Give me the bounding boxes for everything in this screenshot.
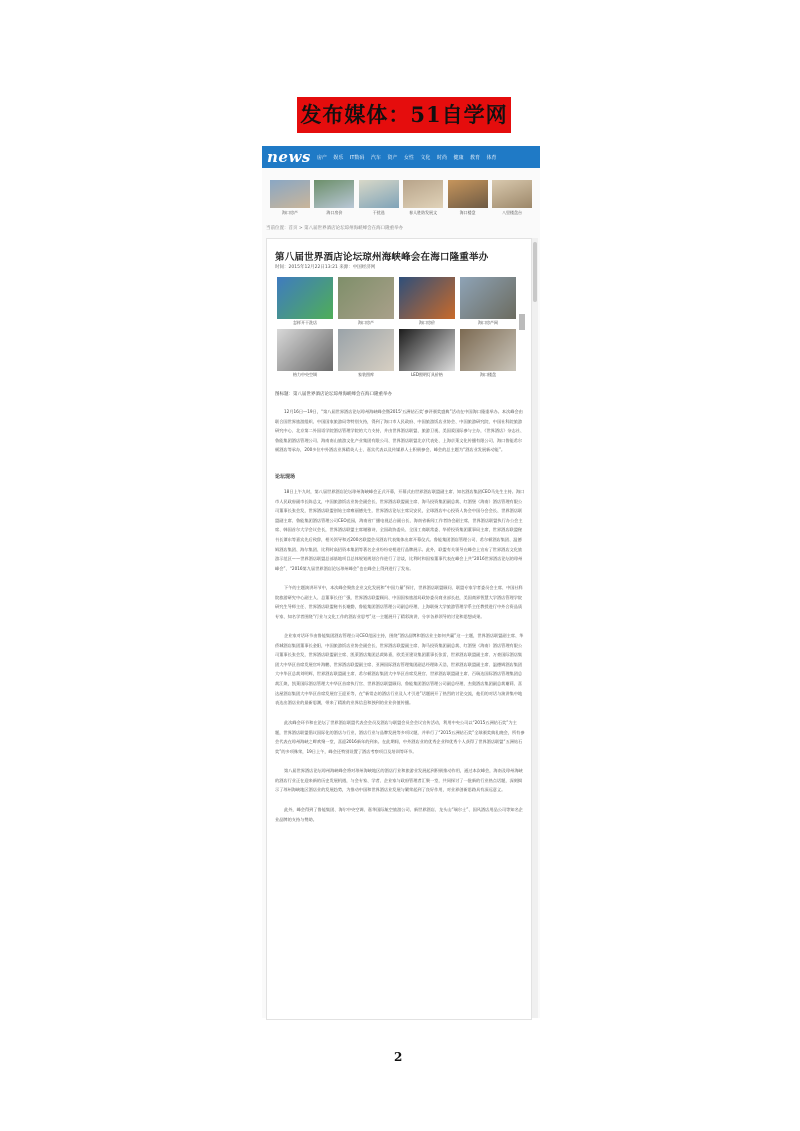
thumbnail-item[interactable] bbox=[403, 180, 443, 220]
article-paragraph: 下午的主题演讲环节中，本次峰会聚焦企业文化发展和“中国力量”探讨，世界酒店联盟顾问、联盟专家学者委员会主席、中国社科院旅游研究中心副主人、总董事长任广强，世界酒店联盟顾问、中国国家旅游局政协委员商业部长赵，美国商界智慧大学酒店管理学院研究生导师主任、世界酒店联盟秘书长谢勤，鲁能集团酒店管理公司副总经理、上海联扬大学旅游管理学系主任教授进行中外合资品质专家、知名学者围绕“行业与文化工作的酒店业思考”这一主题展开了精彩演讲，分享各界领导的讨论和思想成果。 bbox=[275, 585, 523, 619]
photo-label: 家装图库 bbox=[358, 372, 374, 377]
photo-image[interactable] bbox=[460, 277, 516, 319]
webpage-screenshot bbox=[262, 146, 540, 1018]
photo-label: 海口房产网 bbox=[478, 320, 498, 325]
photo-label: LED照明灯具价格 bbox=[411, 372, 443, 377]
photo-item[interactable] bbox=[338, 329, 394, 378]
thumbnail-label: 八里楼盘台 bbox=[501, 210, 522, 215]
article-paragraph: 第八届世界酒店论坛琼州海峡峰会将对琼州海峡地区的酒店行业和旅游业发展起到积极推动作用，通过本次峰会，海南及琼州海峡的酒店行业正在迎来新的历史发展机遇，与会专家、学者、企业家与政府管理者汇聚一堂，共同探讨了一批新的行业热点话题，深刻揭示了琼州海峡地区酒店业的发展趋势，为推动中国和世界酒店业发展与繁荣起到了良好作用，对业界创新思路具有深远意义。 bbox=[275, 768, 523, 793]
nav-item[interactable]: 资产 bbox=[387, 154, 398, 161]
page-number: 2 bbox=[394, 1050, 403, 1064]
thumbnail-image[interactable] bbox=[448, 180, 488, 208]
article-paragraph: 此外，峰会得到了鲁能集团、海尔中央空调、嘉华国际航空旅游公司、新世界酒店、龙头山“瑞尔士”、国风酒店用品公司等知名企业品牌的支持与赞助。 bbox=[275, 807, 523, 822]
article-container bbox=[266, 238, 532, 1020]
thumbnail-label: 海口房产 bbox=[282, 210, 298, 215]
site-logo[interactable]: news bbox=[267, 148, 311, 166]
thumbnail-label: 海口房价 bbox=[326, 210, 343, 215]
thumbnail-label: 春人胜防发展文 bbox=[409, 210, 438, 215]
nav-item[interactable]: 体育 bbox=[486, 154, 497, 161]
photo-item[interactable] bbox=[399, 329, 455, 378]
photo-label: 海口房价 bbox=[419, 320, 435, 325]
article-paragraph: 企业家对话环节由鲁能集团酒店管理公司CEO范园主持，围绕“酒店品牌和酒店业主如何共赢”这一主题，世界酒店联盟副主席、华侨城酒店集团董事长金阳，中国旅游饭店业协会副会长、世界酒店联盟副主席、海马投资集团副总裁、红酒堡（海南）酒店管理有限公司董事长张会发，世界酒店联盟副主席、凯莱酒店集团总裁陈嘉，欧美亚建设集团董事长张雷，世界酒店联盟副主席、万豪国际酒店集团大中华区首席发展官叶海鹏，世界酒店联盟副主席、亚洲国际酒店管理集团副总经理陈天浩，世界酒店联盟副主席、温德姆酒店集团大中华区总裁刘明辉，世界酒店联盟副主席、希尔顿酒店集团大中华区首席发展官、世界酒店联盟副主席、百瑞达国际酒店管理集团总裁江焕，凯莱国际酒店管理大中华区首席执行官、世界酒店联盟顾问、鲁能集团酒店管理公司副总经理、杰奥酒店集团副总裁谢莉、喜达屋酒店集团大中华区首席发展官王迎亚等，在“新常态的酒店行业及人才引进”话题展开了热烈的讨论交流，他们的对话与演讲集中地表达出酒店业的最新思潮，带来了精准的业界信息和独到的业业价值传播。 bbox=[275, 633, 524, 706]
thumbnail-label: 海口楼盘 bbox=[459, 210, 476, 215]
nav-item[interactable]: 教育 bbox=[469, 154, 480, 161]
section-heading: 论坛现场 bbox=[275, 474, 296, 480]
photo-item[interactable] bbox=[460, 329, 516, 378]
scrollbar-thumb[interactable] bbox=[533, 242, 537, 302]
article-title: 第八届世界酒店论坛琼州海峡峰会在海口隆重举办 bbox=[275, 252, 489, 263]
photo-image[interactable] bbox=[399, 277, 455, 319]
scrollbar[interactable] bbox=[532, 238, 538, 1018]
photo-image[interactable] bbox=[277, 329, 333, 371]
article-paragraph: 此次峰会环节和在论坛了世界酒店联盟代表会会员及酒店与联盟会员会会议宣传活动，利用中央公司以“2015五洲钻石奖”为主题，世界酒店联盟倡议国际化的酒店与行业，酒店行业与品牌发展等多项议题，并举行了“2015五洲钻石奖”全球颁奖典礼晚会，所有参会代表在琼州海峡之畔欢聚一堂，喜迎2016新年的到来。在此期间，中外酒店业的优秀企业和优秀个人获得了世界酒店联盟“五洲钻石奖”的多项殊荣，19日上午，峰会还特别设置了酒店考察项目及培训等环节。 bbox=[275, 720, 525, 754]
nav-item[interactable]: 女性 bbox=[403, 154, 414, 161]
photo-image[interactable] bbox=[460, 329, 516, 371]
photo-label: 格力中央空调 bbox=[293, 372, 317, 377]
photo-item[interactable] bbox=[399, 277, 455, 326]
photo-next-button[interactable] bbox=[519, 314, 525, 330]
nav-item[interactable]: 娱乐 bbox=[333, 154, 344, 161]
nav-item[interactable]: 房产 bbox=[316, 154, 327, 161]
publisher-banner: 发布媒体：51自学网 bbox=[297, 97, 511, 133]
thumbnail-image[interactable] bbox=[492, 180, 532, 208]
breadcrumb: 当前位置：首页 > 第八届世界酒店论坛琼州海峡峰会在海口隆重举办 bbox=[266, 226, 404, 231]
nav-item[interactable]: 健康 bbox=[453, 154, 464, 161]
thumbnail-item[interactable] bbox=[492, 180, 532, 220]
photo-label: 海口楼盘 bbox=[480, 372, 496, 377]
photo-caption: 图标题：第八届世界酒店论坛琼州海峡峰会在海口隆重举办 bbox=[275, 392, 392, 397]
thumbnail-image[interactable] bbox=[359, 180, 399, 208]
photo-item[interactable] bbox=[277, 277, 333, 326]
photo-item[interactable] bbox=[460, 277, 516, 326]
nav-item[interactable]: 时尚 bbox=[436, 154, 447, 161]
thumbnail-item[interactable] bbox=[314, 180, 354, 220]
photo-image[interactable] bbox=[277, 277, 333, 319]
thumbnail-item[interactable] bbox=[448, 180, 488, 220]
site-nav-bar bbox=[262, 146, 540, 168]
article-meta: 时间：2015年12月22日13:21 来源：中国经济网 bbox=[275, 265, 376, 270]
photo-label: 海口房产 bbox=[358, 320, 374, 325]
photo-label: 怎样开干洗店 bbox=[293, 320, 317, 325]
thumbnail-image[interactable] bbox=[403, 180, 443, 208]
thumbnail-image[interactable] bbox=[314, 180, 354, 208]
photo-item[interactable] bbox=[277, 329, 333, 378]
nav-item[interactable]: IT数码 bbox=[349, 154, 365, 161]
thumbnail-strip bbox=[270, 180, 532, 220]
thumbnail-image[interactable] bbox=[270, 180, 310, 208]
thumbnail-item[interactable] bbox=[270, 180, 310, 220]
nav-item[interactable]: 文化 bbox=[420, 154, 431, 161]
photo-image[interactable] bbox=[399, 329, 455, 371]
nav-item[interactable]: 汽车 bbox=[370, 154, 381, 161]
thumbnail-item[interactable] bbox=[359, 180, 399, 220]
photo-image[interactable] bbox=[338, 277, 394, 319]
photo-image[interactable] bbox=[338, 329, 394, 371]
article-paragraph: 12月16日—19日，“第八届世界酒店论坛琼州海峡峰会暨2015‘五洲钻石奖’参评颁奖盛典”活动在中国海口隆重举办。本次峰会由联合国世界旅游组织、中国国家旅游局等特别支持，得到了海口市人民政府、中国旅游饭店业协会、中国旅游研究院、中国社科院旅游研究中心、北京第二外国语学院酒店管理学院的大力支持，并由世界酒店联盟、旅游卫视、美国爱国际参与主办，《世界酒店》杂志社、鲁能集团酒店管理公司、海南南山旅游文化产业集团有限公司、世界酒店联盟北京代表处、上海京莱文化传播有限公司、海口鲁能希尔顿酒店等承办，200多位中外酒店业界精英人士、嘉宾代表以及传媒界人士积极参会，峰会的总主题为“酒店业发展新动能”。 bbox=[275, 409, 525, 453]
article-paragraph: 18日上午九时，第八届世界酒店论坛琼州海峡峰会正式开幕，开幕式由世界酒店联盟副主席、知名酒店集团CEO马先生主持。海口市人民政府副市长陈总文，中国旅游饭店业协会副会长、世界酒店联盟副主席、海马投资集团副总裁、红酒堡（海南）酒店管理有限公司董事长张会发，世界酒店联盟创始主席雍丽德先生，世界酒店论坛主席吴安民，全球酒店中心投资人协会中国分会会长、世界酒店联盟副主席、鲁能集团酒店管理公司CEO范园，海南省广播电视总台副台长、海南省新闻工作者协会副主席，世界酒店联盟执行办公会主席、韩国首尔大学会议会长，世界酒店联盟主席谢雅诗，全国政协委员、全国工商联常委、华侨投资集团董事局主席，世界酒店联盟秘书长谭东等嘉宾先后致辞，相关领导和近200名联盟会员酒店代表集体出席开幕仪式。鲁能集团酒店管理公司、希尔顿酒店集团、温德姆酒店集团、海尔集团、比利时高招资本集团等著名企业纷纷亮相进行品牌展示。此外，联盟有关领导在峰会上宣布了世界酒店文化旅游示范区——世界酒店联盟总部基地项目总体规划规划合作进行了洽谈，比利时和国家董事代表在峰会上共“2016世界酒店论坛的琼州峰会”、“2016第九届世界酒店论坛琼州峰会”也在峰会上得到进行了发布。 bbox=[275, 489, 525, 571]
photo-item[interactable] bbox=[338, 277, 394, 326]
thumbnail-label: 干扰选 bbox=[372, 210, 385, 215]
